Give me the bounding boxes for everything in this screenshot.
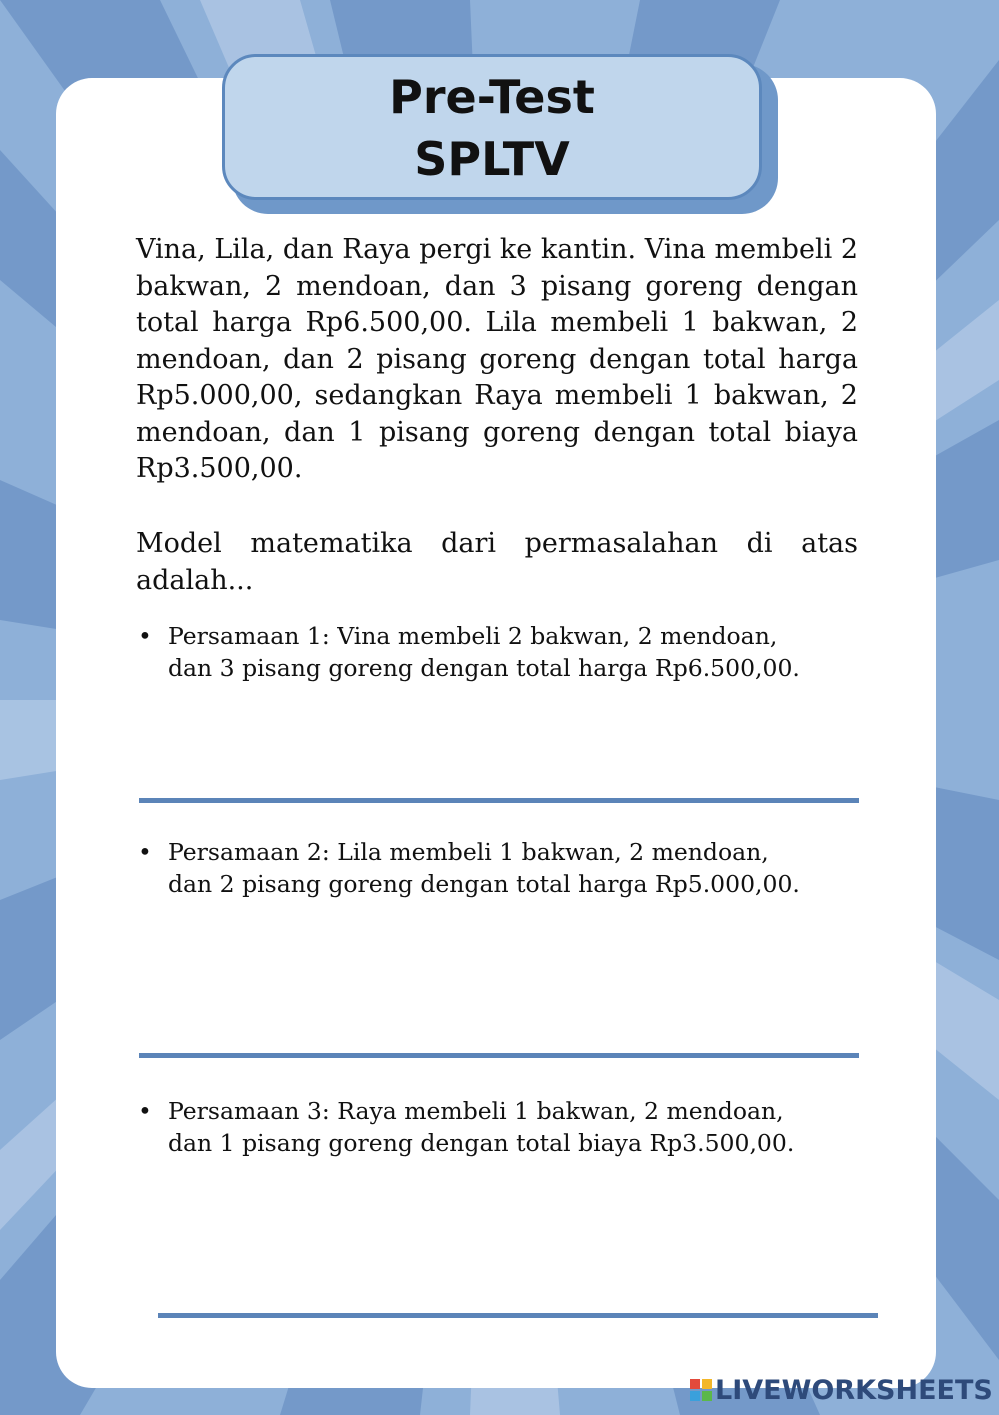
- question-text: Model matematika dari permasalahan di atas adalah...: [136, 528, 858, 596]
- title-box: [222, 54, 762, 200]
- item-line-1: Persamaan 1: Vina membeli 2 bakwan, 2 mendoan,: [168, 622, 778, 650]
- answer-input-3[interactable]: [158, 1313, 878, 1318]
- item-line-2: dan 3 pisang goreng dengan total harga Rp6.500,00.: [168, 654, 800, 682]
- item-line-1: Persamaan 2: Lila membeli 1 bakwan, 2 mendoan,: [168, 838, 769, 866]
- list-item: [136, 1095, 858, 1159]
- list-item: [136, 620, 858, 684]
- problem-text: Vina, Lila, dan Raya pergi ke kantin. Vina membeli 2 bakwan, 2 mendoan, dan 3 pisang goreng dengan total harga Rp6.500,00. Lila membeli 1 bakwan, 2 mendoan, dan 2 pisang goreng dengan total harga Rp5.000,00, sedangkan Raya membeli 1 bakwan, 2 mendoan, dan 1 pisang goreng dengan total biaya Rp3.500,00.: [136, 234, 858, 484]
- bullet-icon: •: [138, 1097, 152, 1125]
- item-line-2: dan 2 pisang goreng dengan total harga Rp5.000,00.: [168, 870, 800, 898]
- liveworksheets-logo-icon: [690, 1379, 712, 1401]
- brand-name: LIVEWORKSHEETS: [715, 1374, 993, 1406]
- bullet-icon: •: [138, 838, 152, 866]
- title-line-1: Pre-Test: [389, 70, 595, 124]
- list-item: [136, 836, 858, 900]
- item-line-2: dan 1 pisang goreng dengan total biaya Rp3.500,00.: [168, 1129, 795, 1157]
- answer-input-1[interactable]: [139, 798, 859, 803]
- brand-watermark: [690, 1374, 993, 1406]
- answer-input-2[interactable]: [139, 1053, 859, 1058]
- title-line-2: SPLTV: [414, 132, 570, 186]
- item-line-1: Persamaan 3: Raya membeli 1 bakwan, 2 mendoan,: [168, 1097, 784, 1125]
- bullet-icon: •: [138, 622, 152, 650]
